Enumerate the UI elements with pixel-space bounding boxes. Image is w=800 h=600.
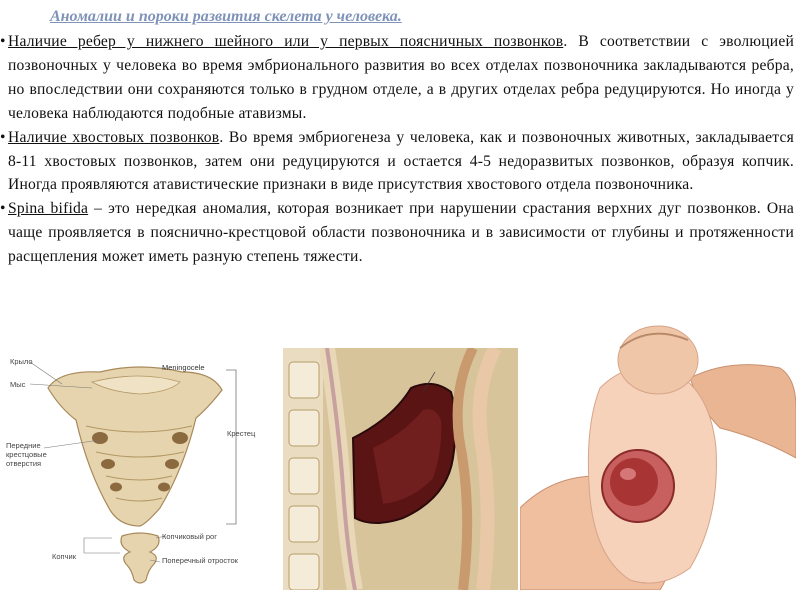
meningocele-illustration: [283, 348, 518, 590]
bullet-item-ribs: [0, 30, 794, 126]
bullet-text: – это нередкая аномалия, которая возникает при нарушении срастания верхних дуг позвонков. Она чаще проявляется в пояснично-крестцовой области позвоночника и в зависимости от глубины и протяженности расщепления может иметь разную степень тяжести.: [8, 200, 794, 266]
label-sacral-foramina: Передние крестцовые отверстия: [6, 441, 47, 468]
bullet-term: Наличие ребер у нижнего шейного или у первых поясничных позвонков: [8, 33, 564, 50]
label-coccyx: Копчик: [52, 552, 76, 561]
bullet-marker: •: [0, 33, 6, 50]
bullet-item-tail: [0, 126, 794, 198]
bullet-term: Spina bifida: [8, 200, 89, 218]
label-promontory: Мыс: [10, 380, 26, 389]
baby-photo-illustration: [520, 318, 796, 590]
label-wing: Крыло: [10, 357, 33, 366]
bullet-item-spina-bifida: [0, 197, 794, 269]
bullet-text: . В соответствии с эволюцией позвоночных у человека во время эмбрионального развития во всех отделах позвоночника закладываются ребра, но впоследствии они сохраняются только в грудном отделе, а в других отделах ребра редуцируются. Но иногда у человека наблюдаются подобные атавизмы.: [8, 33, 795, 122]
bullet-marker: •: [0, 200, 6, 218]
bullet-marker: •: [0, 128, 6, 146]
baby-photo: [520, 318, 796, 590]
meningocele-figure: [283, 348, 518, 590]
sacrum-figure: [0, 348, 280, 594]
bullet-term: Наличие хвостовых позвонков: [8, 128, 220, 146]
label-transverse-process: Поперечный отросток: [162, 556, 238, 565]
bullet-text: . Во время эмбриогенеза у человека, как и позвоночных животных, закладывается 8-11 хвостовых позвонков, затем они редуцируются и остается 4-5 недоразвитых позвонков, образуя копчик. Иногда проявляются атавистические признаки в виде присутствия хвостового отдела позвоночника.: [8, 128, 794, 194]
label-meningocele: Meningocele: [162, 363, 205, 372]
label-coccyx-horn: Копчиковый рог: [162, 532, 217, 541]
bullet-list: [0, 30, 794, 269]
label-sacrum: Крестец: [227, 429, 256, 438]
slide-title: Аномалии и пороки развития скелета у человека.: [50, 8, 402, 25]
sacrum-illustration: [0, 348, 280, 594]
